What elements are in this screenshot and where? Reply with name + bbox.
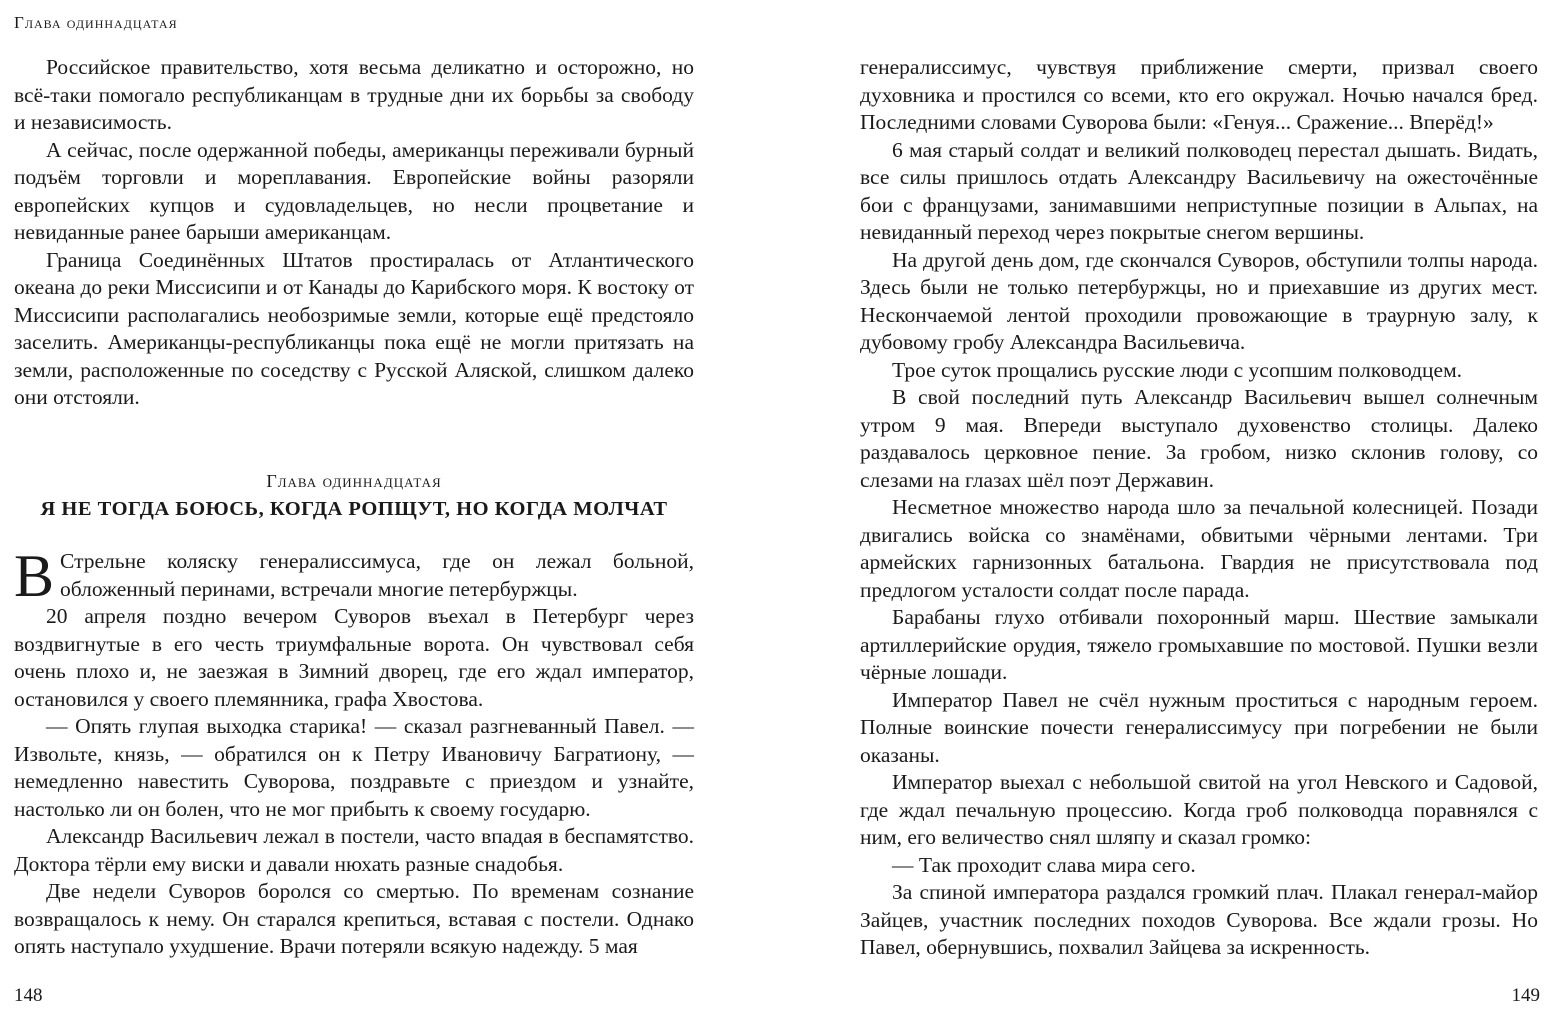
paragraph: Барабаны глухо отбивали похоронный марш. Шествие замыкали артиллерийские орудия, тяжело громыхавшие по мостовой. Пушки везли чёрные лошади.	[860, 605, 1538, 684]
chapter-label: Глава одиннадцатая	[266, 471, 442, 491]
continued-paragraph: генералиссимус, чувствуя приближение смерти, призвал своего духовника и простился со всеми, кто его окружал. Ночью начался бред. Последними словами Суворова были: «Генуя... Сражение... Вперёд!»	[860, 55, 1538, 134]
first-paragraph	[14, 543, 694, 609]
paragraph: 20 апреля поздно вечером Суворов въехал в Петербург через воздвигнутые в его честь триумфальные ворота. Он чувствовал себя очень плохо и, не заезжая в Зимний дворец, где его ждал император, остановился у своего племянника, графа Хвостова.	[14, 604, 694, 711]
first-paragraph-text: Стрельне коляску генералиссимуса, где он лежал больной, обложенный перинами, встречали многие петербуржцы.	[60, 549, 694, 601]
paragraph: В свой последний путь Александр Васильевич вышел солнечным утром 9 мая. Впереди выступало духовенство столицы. Далеко раздавалось церковное пение. За гробом, низко склонив голову, со слезами на глазах шёл поэт Державин.	[860, 385, 1538, 492]
dropcap: В	[14, 543, 55, 609]
paragraph: Две недели Суворов боролся со смертью. По временам сознание возвращалось к нему. Он старался крепиться, вставая с постели. Однако опять наступало ухудшение. Врачи потеряли всякую надежду. 5 мая	[14, 879, 694, 958]
left-bottom-text	[14, 543, 694, 961]
paragraph: Граница Соединённых Штатов простиралась от Атлантического океана до реки Миссисипи и от Канады до Карибского моря. К востоку от Миссисипи располагались необозримые земли, которые ещё предстояло заселить. Американцы-республиканцы пока ещё не могли притязать на земли, расположенные по соседству с Русской Аляской, слишком далеко они отстояли.	[14, 247, 694, 409]
chapter-title: Я НЕ ТОГДА БОЮСЬ, КОГДА РОПЩУТ, НО КОГДА МОЛЧАТ	[40, 498, 668, 520]
paragraph: На другой день дом, где скончался Суворов, обступили толпы народа. Здесь были не только петербуржцы, но и приехавшие из других мест. Нескончаемой лентой проходили провожающие в траурную залу, к дубовому гробу Александра Васильевича.	[860, 247, 1538, 354]
paragraph: — Так проходит слава мира сего.	[892, 852, 1196, 877]
paragraph: Император Павел не счёл нужным проститься с народным героем. Полные воинские почести генералиссимусу при погребении не были оказаны.	[860, 687, 1538, 767]
paragraph: Император выехал с небольшой свитой на угол Невского и Садовой, где ждал печальную процессию. Когда гроб полководца поравнялся с ним, его величество снял шляпу и сказал громко:	[860, 770, 1538, 849]
paragraph: Российское правительство, хотя весьма деликатно и осторожно, но всё-таки помогало республиканцам в трудные дни их борьбы за свободу и независимость.	[14, 55, 694, 134]
paragraph: Александр Васильевич лежал в постели, часто впадая в беспамятство. Доктора тёрли ему виски и давали нюхать разные снадобья.	[14, 824, 694, 876]
paragraph: Трое суток прощались русские люди с усопшим полководцем.	[892, 357, 1463, 382]
right-page	[780, 0, 1560, 1020]
right-text	[860, 54, 1538, 962]
paragraph: Несметное множество народа шло за печальной колесницей. Позади двигались войска со знамёнами, обвитыми чёрными лентами. Три армейских гарнизонных батальона. Гвардия не присутствовала под предлогом усталости солдат после парада.	[860, 495, 1538, 602]
page-number: 148	[14, 985, 43, 1006]
chapter-heading	[14, 468, 694, 524]
left-top-text	[14, 54, 694, 412]
running-head: Глава одиннадцатая	[14, 13, 178, 32]
paragraph: За спиной императора раздался громкий плач. Плакал генерал-майор Зайцев, участник последних походов Суворова. Все ждали грозы. Но Павел, обернувшись, похвалил Зайцева за искренность.	[860, 880, 1538, 959]
paragraph: 6 мая старый солдат и великий полководец перестал дышать. Видать, все силы пришлось отдать Александру Васильевичу на ожесточённые бои с французами, занимавшими неприступные позиции в Альпах, на невиданный переход через покрытые снегом вершины.	[860, 137, 1538, 244]
page-number: 149	[1511, 985, 1540, 1006]
paragraph: — Опять глупая выходка старика! — сказал разгневанный Павел. — Извольте, князь, — обратился он к Петру Ивановичу Багратиону, — немедленно навестить Суворова, поздравьте с приездом и узнайте, настолько ли он болен, что не мог прибыть к своему государю.	[14, 714, 694, 821]
paragraph: А сейчас, после одержанной победы, американцы переживали бурный подъём торговли и мореплавания. Европейские войны разоряли европейских купцов и судовладельцев, но несли процветание и невиданные ранее барыши американцам.	[14, 137, 694, 244]
